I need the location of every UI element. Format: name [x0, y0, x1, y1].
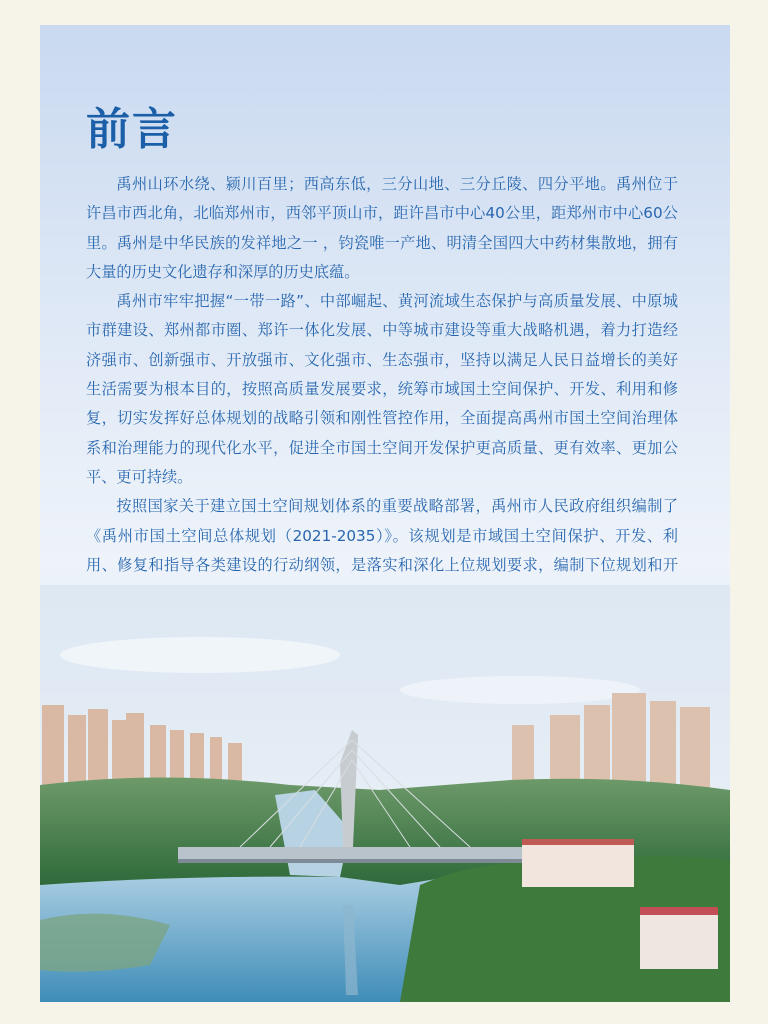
paragraph-3: 按照国家关于建立国土空间规划体系的重要战略部署，禹州市人民政府组织编制了《禹州市国土空间总体规划（2021-2035）》。该规划是市域国土空间保护、开发、利用、修复和指导各类建设的行动纲领，是落实和深化上位规划要求，编制下位规划和开 [86, 497, 678, 574]
document-page [40, 25, 730, 1002]
preface-body [86, 170, 678, 609]
paragraph-2: 禹州市牢牢把握“一带一路”、中部崛起、黄河流域生态保护与高质量发展、中原城市群建设、郑州都市圈、郑许一体化发展、中等城市建设等重大战略机遇，着力打造经济强市、创新强市、开放强市、文化强市、生态强市，坚持以满足人民日益增长的美好生活需要为根本目的，按照高质量发展要求，统筹市域国土空间保护、开发、利用和修复，切实发挥好总体规划的战略引领和刚性管控作用，全面提高禹州市国土空间治理体系和治理能力的现代化水平，促进全市国土空间开发保护更高质量、更有效率、更加公平、更可持续。 [86, 292, 678, 486]
paragraph-1: 禹州山环水绕、颍川百里；西高东低，三分山地、三分丘陵、四分平地。禹州位于许昌市西北角，北临郑州市，西邻平顶山市，距许昌市中心40公里，距郑州市中心60公里。禹州是中华民族的发祥地之一 ，钧瓷唯一产地、明清全国四大中药材集散地，拥有大量的历史文化遗存和深厚的历史底蕴。 [86, 175, 678, 281]
page-title: 前言 [86, 104, 178, 155]
city-bridge-photo [40, 585, 730, 1002]
